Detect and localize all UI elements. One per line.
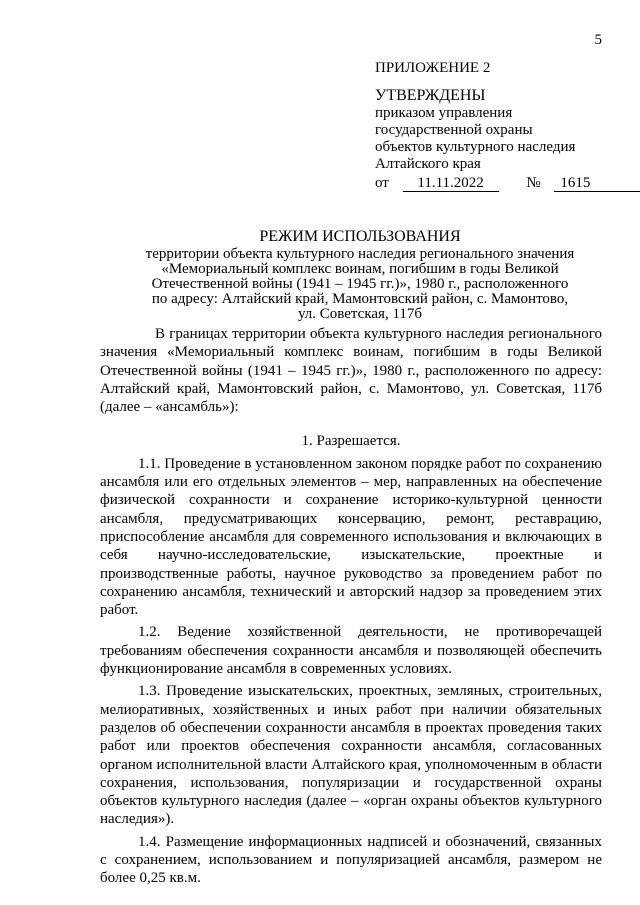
from-label: от [375, 175, 389, 191]
appendix-label: ПРИЛОЖЕНИЕ 2 [375, 60, 491, 76]
list-item: 1.1. Проведение в установленном законом порядке работ по сохранению ансамбля или его отдельных элементов – мер, направленных на обеспечение физической сохранности и сохранение историко-культурной ценности ансамбля, предусматривающих консервацию, ремонт, реставрацию, приспособление ансамбля для современного использования и включающих в себя научно-исследовательские, изыскательские, проектные и производственные работы, научное руководство за проведением работ по сохранению ансамбля, технический и авторский надзор за проведением этих работ. [100, 455, 602, 619]
approval-line: объектов культурного наследия [375, 139, 576, 155]
order-date-row [375, 175, 615, 192]
list-item: 1.4. Размещение информационных надписей и обозначений, связанных с сохранением, использованием и популяризацией ансамбля, размером не более 0,25 кв.м. [100, 833, 602, 887]
order-number: 1615 [554, 175, 640, 192]
number-label: № [526, 175, 541, 191]
intro-paragraph: В границах территории объекта культурного наследия регионального значения «Мемориальный комплекс воинам, погибшим в годы Великой Отечественной войны (1941 – 1945 гг.)», 1980 г., расположенного по адресу: Алтайский край, Мамонтовский район, с. Мамонтово, ул. Советская, 117б (далее – «ансамбль»): [100, 326, 602, 416]
title-line: ул. Советская, 117б [297, 306, 423, 322]
approval-line: государственной охраны [375, 122, 533, 138]
main-title: РЕЖИМ ИСПОЛЬЗОВАНИЯ [259, 228, 461, 245]
list-item: 1.3. Проведение изыскательских, проектных, земляных, строительных, мелиоративных, хозяйственных и иных работ при наличии обязательных разделов об обеспечении сохранности ансамбля в проектах проведения таких работ или проектов обеспечения сохранности ансамбля, согласованных органом исполнительной власти Алтайского края, уполномоченным в области сохранения, использования, популяризации и государственной охраны объектов культурного наследия (далее – «орган охраны объектов культурного наследия»). [100, 683, 602, 828]
title-line: Отечественной войны (1941 – 1945 гг.)», 1980 г., расположенного [151, 276, 569, 292]
approval-block [375, 60, 615, 192]
title-line: по адресу: Алтайский край, Мамонтовский район, с. Мамонтово, [151, 291, 569, 307]
section-heading: 1. Разрешается. [301, 433, 401, 450]
title-line: «Мемориальный комплекс воинам, погибшим в годы Великой [161, 261, 559, 277]
approval-line: приказом управления [375, 105, 513, 121]
page-number: 5 [594, 32, 602, 48]
title-line: территории объекта культурного наследия регионального значения [145, 246, 575, 262]
order-date: 11.11.2022 [403, 175, 499, 192]
list-item: 1.2. Ведение хозяйственной деятельности, не противоречащей требованиям обеспечения сохранности ансамбля и позволяющей обеспечить функционирование ансамбля в современных условиях. [100, 624, 602, 678]
approved-label: УТВЕРЖДЕНЫ [375, 87, 486, 104]
document-body [100, 325, 602, 888]
approval-line: Алтайского края [375, 156, 481, 172]
document-title [100, 228, 620, 322]
